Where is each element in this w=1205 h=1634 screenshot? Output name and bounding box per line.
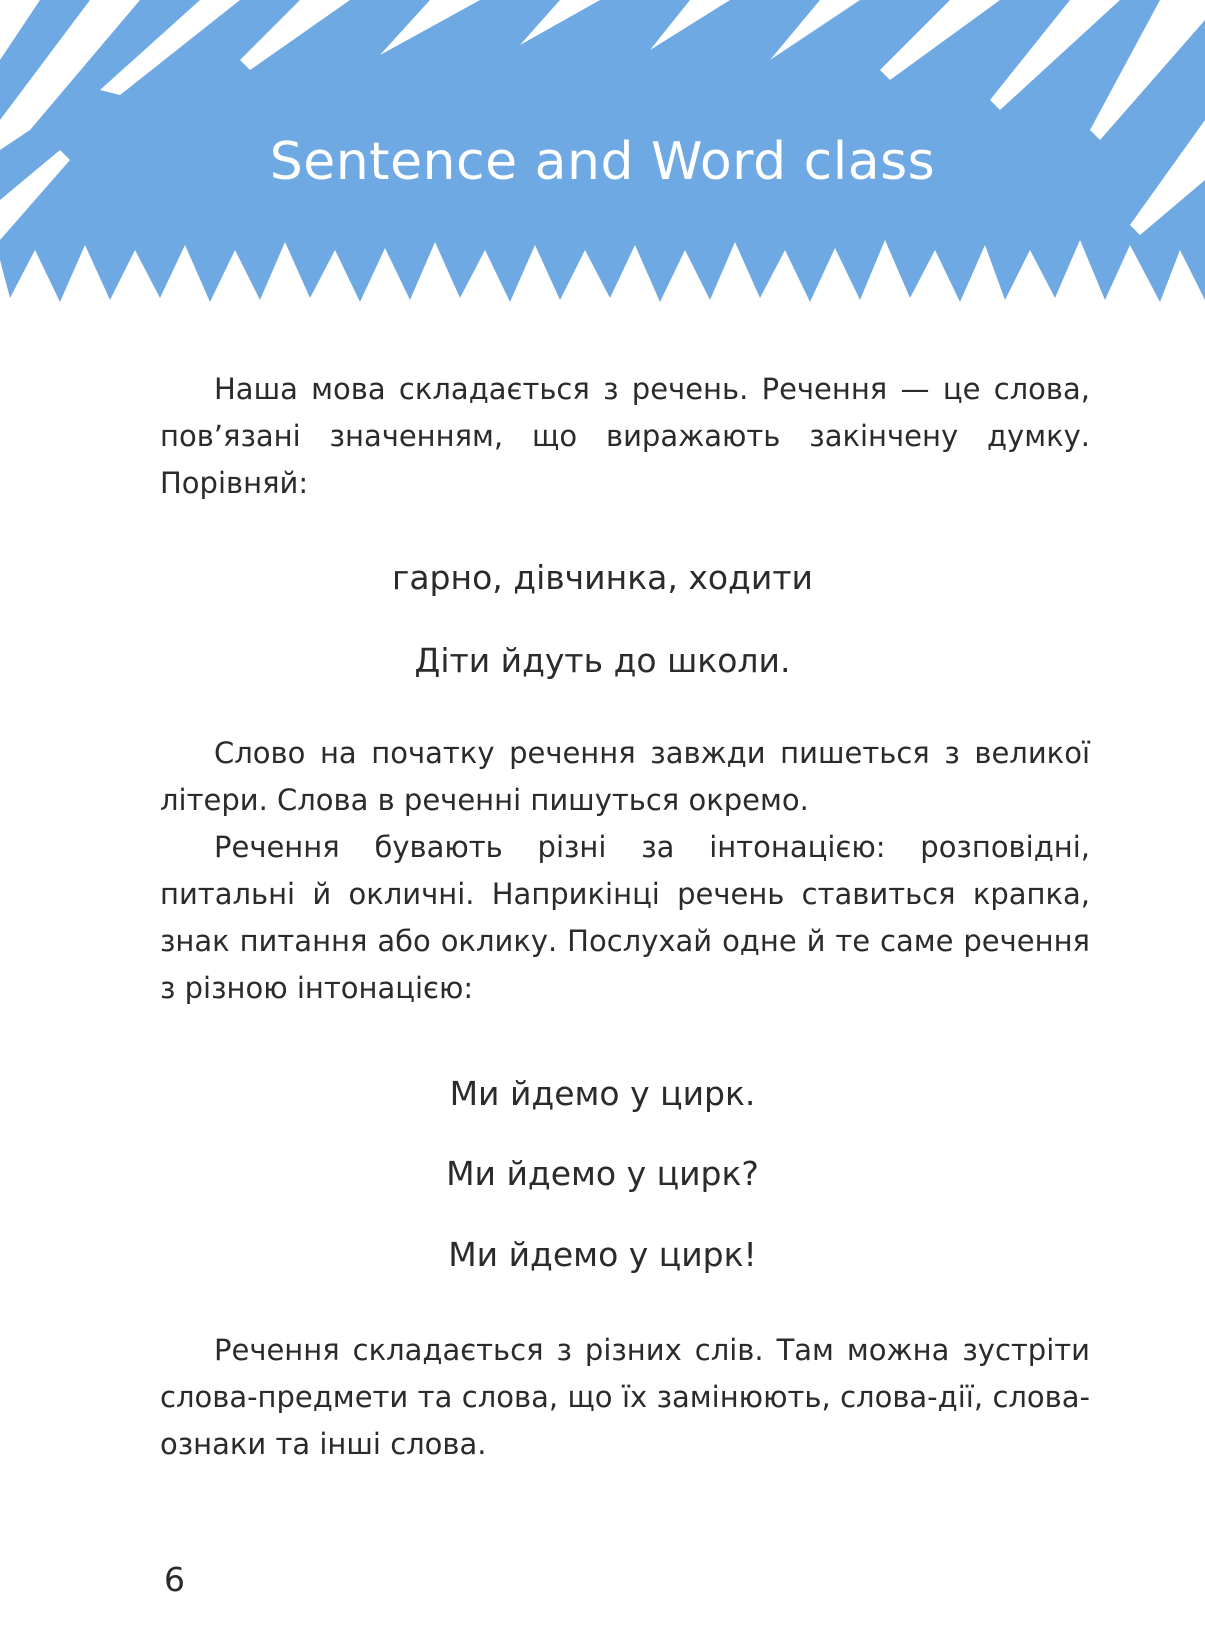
page-title: Sentence and Word class	[269, 132, 936, 192]
example-word-list: гарно, дівчинка, ходити	[392, 558, 813, 597]
page-number: 6	[164, 1560, 185, 1599]
question-sentence: Ми йдемо у цирк?	[446, 1154, 759, 1193]
intro-paragraph: Наша мова складається з речень. Речення — це слова, пов’язані значенням, що виражають закінчену думку. Порівняй:	[160, 372, 1090, 500]
exclamation-sentence: Ми йдемо у цирк!	[448, 1235, 757, 1274]
intonation-paragraph: Речення бувають різні за інтонацією: розповідні, питальні й окличні. Наприкінці речень ставиться крапка, знак питання або оклику. Послухай одне й те саме речення з різною інтонацією:	[160, 830, 1090, 1005]
example-sentence: Діти йдуть до школи.	[414, 641, 791, 680]
word-classes-paragraph: Речення складається з різних слів. Там можна зустріти слова-предмети та слова, що їх замінюють, слова-дії, слова-ознаки та інші слова.	[160, 1333, 1090, 1461]
capital-rule-paragraph: Слово на початку речення завжди пишеться з великої літери. Слова в реченні пишуться окремо.	[160, 736, 1090, 817]
statement-sentence: Ми йдемо у цирк.	[449, 1074, 756, 1113]
